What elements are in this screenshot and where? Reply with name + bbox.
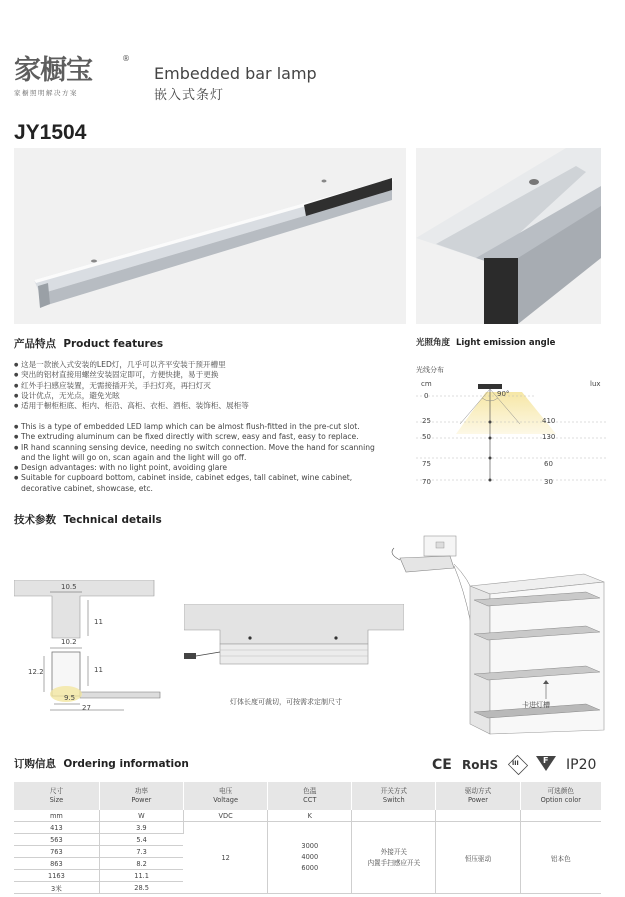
brand-name: 家橱宝 <box>14 55 92 86</box>
feature-cn: ● 这是一款嵌入式安装的LED灯，几乎可以齐平安装于预开槽里 <box>14 360 384 370</box>
ce-mark: CE <box>432 757 452 773</box>
switch-value: 外接开关 <box>380 847 408 856</box>
slot-label: 卡进灯槽 <box>522 701 550 709</box>
ordering-heading <box>14 756 189 771</box>
unit-cell: W <box>99 810 183 822</box>
lux-value: 30 <box>544 478 553 486</box>
unit-cell: K <box>268 810 352 822</box>
column-header-en: Power <box>131 796 152 804</box>
feature-en: ● This is a type of embedded LED lamp which can be almost flush-fitted in the pre-cut slot. <box>14 422 386 432</box>
dim-left-height: 12.2 <box>28 668 44 676</box>
cm-value: 50 <box>422 433 431 441</box>
emission-heading <box>416 336 555 348</box>
product-title-en: Embedded bar lamp <box>154 64 317 83</box>
size-cell: 763 <box>14 846 99 858</box>
column-header-cn: 尺寸 <box>49 787 63 795</box>
size-cell: 3米 <box>14 882 99 894</box>
table-header-row <box>14 782 601 810</box>
features-heading <box>14 336 163 351</box>
unit-lux: lux <box>590 380 601 388</box>
units-row <box>14 810 601 822</box>
column-header <box>99 782 183 810</box>
column-header-cn: 电压 <box>219 787 233 795</box>
unit-cell <box>352 810 436 822</box>
dim-profile-width: 10.2 <box>61 638 77 646</box>
voltage-cell: 12 <box>183 822 267 894</box>
power-cell: 28.5 <box>99 882 183 894</box>
size-cell: 863 <box>14 858 99 870</box>
column-header <box>14 782 99 810</box>
column-header-cn: 色温 <box>303 787 317 795</box>
technical-heading <box>14 512 162 527</box>
emission-heading-cn: 光照角度 <box>416 338 451 348</box>
ip-rating: IP20 <box>566 757 597 773</box>
cm-value: 0 <box>424 392 429 400</box>
technical-heading-en: Technical details <box>63 514 162 526</box>
feature-en: ● The extruding aluminum can be fixed directly with screw, easy and fast, easy to replace. <box>14 432 386 442</box>
column-header-en: Size <box>49 796 64 804</box>
dim-right-height: 11 <box>94 666 103 674</box>
brand-tagline: 家橱照明解决方案 <box>14 89 78 97</box>
cm-value: 70 <box>422 478 431 486</box>
power-cell: 3.9 <box>99 822 183 834</box>
emission-diagram <box>416 376 606 491</box>
feature-cn: ● 适用于橱柜柜底、柜内、柜沿、高柜、衣柜、酒柜、装饰柜、展柜等 <box>14 401 384 411</box>
feature-en: ● Design advantages: with no light point, avoiding glare <box>14 463 386 473</box>
emission-sub: 光线分布 <box>416 366 444 374</box>
rohs-mark: RoHS <box>462 758 499 772</box>
column-header <box>520 782 601 810</box>
unit-cell: VDC <box>183 810 267 822</box>
features-heading-en: Product features <box>63 338 164 350</box>
column-header-en: CCT <box>303 796 317 804</box>
model-number: JY1504 <box>14 121 87 144</box>
unit-cm: cm <box>421 380 432 388</box>
column-header-cn: 开关方式 <box>380 787 408 795</box>
ordering-heading-en: Ordering information <box>63 758 189 770</box>
feature-cn: ● 突出的铝材直接用螺丝安装固定即可，方便快捷，易于更换 <box>14 370 384 380</box>
switch-cell <box>352 822 436 894</box>
ordering-heading-cn: 订购信息 <box>14 758 56 770</box>
column-header-cn: 可选颜色 <box>547 787 574 795</box>
column-header <box>183 782 267 810</box>
power-cell: 11.1 <box>99 870 183 882</box>
features-list-en <box>14 422 386 494</box>
column-header-en: Voltage <box>213 796 238 804</box>
feature-en: ● IR hand scanning sensing device, needing no switch connection. Move the hand for scanning and the light will go on, scan again and the light will go off. <box>14 443 386 464</box>
feature-cn: ● 红外手扫感应装置，无需接插开关，手扫灯亮，再扫灯灭 <box>14 381 384 391</box>
ordering-table <box>14 782 601 894</box>
column-header-en: Power <box>468 796 488 804</box>
cct-value: 3000 <box>301 842 319 850</box>
feature-en: ● Suitable for cupboard bottom, cabinet inside, cabinet edges, tall cabinet, wine cabinet, decorative cabinet, showcase, etc. <box>14 473 386 494</box>
product-detail-photo <box>416 148 601 324</box>
cabinet-illustration <box>384 534 606 740</box>
beam-angle: 90° <box>497 390 510 398</box>
unit-cell <box>520 810 601 822</box>
column-header <box>268 782 352 810</box>
size-cell: 413 <box>14 822 99 834</box>
cm-value: 25 <box>422 417 431 425</box>
unit-cell <box>436 810 520 822</box>
brand-logo <box>14 56 134 106</box>
column-header <box>352 782 436 810</box>
dim-slot-height: 11 <box>94 618 103 626</box>
length-note: 灯体长度可裁切，可按需求定制尺寸 <box>230 698 342 706</box>
f-mark: F <box>543 756 549 765</box>
side-view-diagram <box>184 604 404 704</box>
size-cell: 1163 <box>14 870 99 882</box>
cm-value: 75 <box>422 460 431 468</box>
table-row <box>14 822 601 834</box>
lux-value: 130 <box>542 433 556 441</box>
unit-cell: mm <box>14 810 99 822</box>
column-header-en: Switch <box>382 796 405 804</box>
column-header-cn: 功率 <box>134 787 148 795</box>
product-photo <box>14 148 406 324</box>
lux-value: 60 <box>544 460 553 468</box>
column-header-en: Option color <box>540 796 581 804</box>
product-title-cn: 嵌入式条灯 <box>154 88 225 103</box>
technical-heading-cn: 技术参数 <box>14 514 56 526</box>
lux-value: 410 <box>542 417 556 425</box>
certifications <box>432 756 604 774</box>
switch-value: 内置手扫感应开关 <box>367 858 421 867</box>
features-list-cn <box>14 360 384 411</box>
column-header-cn: 驱动方式 <box>464 787 492 795</box>
cct-cell <box>268 822 352 894</box>
profile-diagram <box>14 580 174 720</box>
cct-value: 4000 <box>301 853 319 861</box>
column-header <box>436 782 520 810</box>
class-iii-mark: III <box>512 760 519 767</box>
power-cell: 7.3 <box>99 846 183 858</box>
power-cell: 8.2 <box>99 858 183 870</box>
feature-cn: ● 设计优点，无光点，避免光眩 <box>14 391 384 401</box>
emission-heading-en: Light emission angle <box>455 338 556 348</box>
features-heading-cn: 产品特点 <box>14 338 56 350</box>
dim-total-width: 27 <box>82 704 91 712</box>
dim-slot-width: 10.5 <box>61 583 77 591</box>
dim-inner-width: 9.5 <box>64 694 76 702</box>
registered-mark: ® <box>122 54 130 63</box>
color-cell: 铝本色 <box>520 822 601 894</box>
cct-value: 6000 <box>301 864 319 872</box>
power-cell: 5.4 <box>99 834 183 846</box>
driver-cell: 恒压驱动 <box>436 822 520 894</box>
size-cell: 563 <box>14 834 99 846</box>
